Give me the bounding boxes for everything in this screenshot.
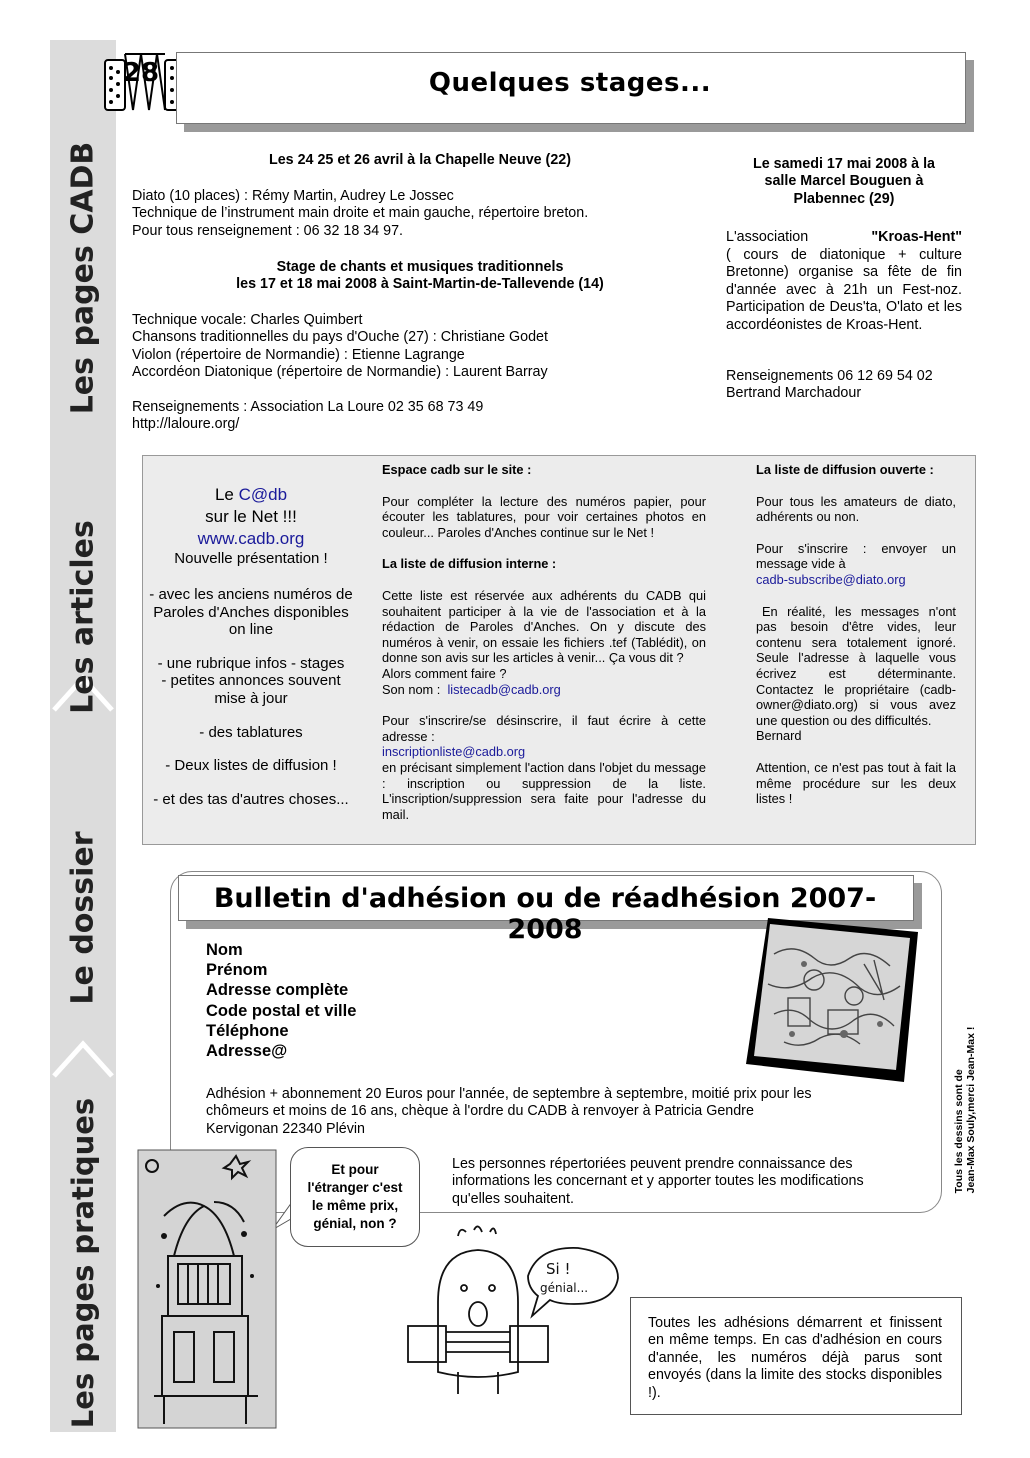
stage2-line: Chansons traditionnelles du pays d'Ouche (27) : Christiane Godet [132, 329, 548, 346]
field-telephone: Téléphone [206, 1021, 289, 1040]
stage2-contact-line[interactable]: http://laloure.org/ [132, 416, 240, 433]
bulletin-fee-last: Kervigonan 22340 Plévin [206, 1120, 365, 1137]
stage2-line: Accordéon Diatonique (répertoire de Normandie) : Laurent Barray [132, 364, 548, 381]
field-code-postal: Code postal et ville [206, 1001, 357, 1020]
espace-list-body: Cette liste est réservée aux adhérents du CADB qui souhaitent participer à la vie de l'association et à la rédaction de Paroles d'Anches. On y discute des numéros à venir, on essaie les fichiers .tef (Tablédit), on donne son avis sur les articles à venir... Ça vous dit ? [382, 587, 706, 666]
bubble-line: le même prix, [311, 1198, 399, 1213]
credit-line: Jean-Max Souly,merci Jean-Max ! [965, 1026, 977, 1194]
drawing-bubble-line: génial... [540, 1281, 589, 1295]
stage3-assoc-name: "Kroas-Hent" [871, 229, 962, 245]
espace-name-label: Son nom : [382, 681, 441, 697]
stage3-title [726, 156, 962, 208]
bulletin-fee-line: chômeurs et moins de 16 ans, chèque à l'ordre du CADB à renvoyer à Patricia Gendre [206, 1103, 754, 1120]
stage3-title-line: Plabennec (29) [793, 190, 895, 207]
sidebar-section-pages-cadb: Les pages CADB [65, 141, 101, 415]
subscribe-email-link[interactable]: cadb-subscribe@diato.org [756, 571, 906, 587]
field-adresse: Adresse complète [206, 981, 349, 1000]
web-item: - des tablatures [199, 723, 303, 741]
bubble-line: génial, non ? [313, 1216, 397, 1231]
web-brand: C@db [238, 485, 288, 504]
web-url-link[interactable]: www.cadb.org [197, 529, 305, 548]
stage3-contact-line: Renseignements 06 12 69 54 02 [726, 368, 933, 384]
bulletin-title: Bulletin d'adhésion ou de réadhésion 2007-2008 [213, 883, 877, 945]
stage3-assoc-label: L'association [726, 229, 809, 245]
stage2-line: Technique vocale: Charles Quimbert [132, 312, 363, 328]
stage1-title: Les 24 25 et 26 avril à la Chapelle Neuve (22) [269, 152, 571, 168]
web-item: - et des tas d'autres choses... [153, 790, 349, 808]
open-list-signature: Bernard [756, 728, 802, 744]
web-line1-prefix: Le [214, 485, 239, 504]
membership-form-fields [206, 940, 356, 1061]
chevron-divider-icon [50, 1038, 116, 1078]
web-item: - petites annonces souvent mise à jour [161, 672, 341, 707]
open-list-intro: Pour tous les amateurs de diato, adhérents ou non. [756, 493, 956, 525]
web-line2: sur le Net !!! [205, 507, 297, 526]
sidebar-section-articles: Les articles [65, 520, 101, 714]
stage3-contact [726, 368, 962, 403]
stage3-assoc [726, 229, 962, 246]
membership-note: Toutes les adhésions démarrent et finissent en même temps. En cas d'adhésion en cours d'année, les numéros déjà parus sont envoyés (dans la limite des stocks disponibles !). [648, 1315, 942, 1401]
stage1-line: Diato (10 places) : Rémy Martin, Audrey Le Jossec [132, 188, 454, 204]
open-list-title: La liste de diffusion ouverte : [756, 462, 934, 477]
open-list-attention: Attention, ce n'est pas tout à fait la même procédure sur les deux listes ! [756, 759, 956, 807]
field-nom: Nom [206, 941, 243, 959]
web-line4: Nouvelle présentation ! [174, 550, 328, 567]
drawing-credit [944, 1012, 986, 1208]
stage1-details [132, 188, 708, 240]
bubble-line: Et pour [331, 1162, 379, 1177]
field-email: Adresse@ [206, 1042, 288, 1061]
musicians-drawing-image [744, 914, 920, 1084]
bulletin-fee-line: Adhésion + abonnement 20 Euros pour l'année, de septembre à septembre, moitié prix pour les [206, 1086, 812, 1102]
drawing-bubble-line: Si ! [546, 1260, 571, 1278]
espace-subscribe-text: Pour s'inscrire/se désinscrire, il faut écrire à cette adresse : [382, 713, 706, 744]
open-list-subscribe-text: Pour s'inscrire : envoyer un message vide à [756, 540, 956, 572]
espace-subscribe-rest: en précisant simplement l'action dans l'objet du message : inscription ou suppression de la liste. L'inscription/suppression sera faite pour l'adresse du mail. [382, 759, 706, 822]
open-list-body: En réalité, les messages n'ont pas besoin d'être vides, leur contenu sera totalement ignoré. Seule l'adresse à laquelle vous écrivez est déterminante. Contactez le propriétaire (cadb-owner@diato.org) si vous avez une question ou des difficultés. [756, 603, 956, 728]
sidebar-section-dossier: Le dossier [65, 831, 101, 1005]
espace-column [382, 462, 706, 822]
stage2-title-line: Stage de chants et musiques traditionnels [276, 259, 564, 275]
stage1-line: Technique de l’instrument main droite et main gauche, répertoire breton. [132, 205, 589, 222]
espace-list-title: La liste de diffusion interne : [382, 556, 557, 572]
sidebar-section-pages-pratiques: Les pages pratiques [66, 1097, 100, 1429]
inscriptionliste-email-link[interactable]: inscriptionliste@cadb.org [382, 744, 526, 760]
stage2-details [132, 312, 708, 382]
privacy-note: Les personnes répertoriées peuvent prendre connaissance des informations les concernant et y apporter toutes les modifications qu'elles souhaitent. [452, 1156, 864, 1207]
stage3-title-line: Le samedi 17 mai 2008 à la [752, 156, 935, 172]
web-item: - Deux listes de diffusion ! [165, 757, 337, 775]
espace-intro: Pour compléter la lecture des numéros papier, pour écouter les tablatures, pour voir certaines photos en couleur... Paroles d'Anches continue sur le Net ! [382, 493, 706, 540]
bulletin-fee [206, 1086, 894, 1138]
stage1-line: Pour tous renseignement : 06 32 18 34 97. [132, 222, 404, 239]
espace-list-name [382, 682, 706, 698]
stage3-contact-line: Bertrand Marchadour [726, 385, 862, 402]
stage2-line: Violon (répertoire de Normandie) : Etienne Lagrange [132, 346, 465, 363]
stage2-contact [132, 399, 708, 434]
stage2-contact-line: Renseignements : Association La Loure 02 35 68 73 49 [132, 399, 484, 415]
open-list-column [756, 462, 956, 807]
web-item: - une rubrique infos - stages [157, 654, 345, 672]
bubble-line: l'étranger c'est [307, 1180, 403, 1195]
espace-how: Alors comment faire ? [382, 665, 507, 681]
web-line1 [146, 484, 356, 506]
robot-drawing-image [134, 1146, 280, 1432]
field-prenom: Prénom [206, 961, 268, 980]
singer-drawing-image [398, 1222, 628, 1398]
section-sidebar [50, 40, 116, 1432]
credit-line: Tous les dessins sont de [953, 1069, 965, 1194]
page-number: 28 [122, 58, 160, 88]
espace-title: Espace cadb sur le site : [382, 462, 532, 477]
listecadb-email-link[interactable]: listecadb@cadb.org [447, 681, 561, 697]
web-item: - avec les anciens numéros de Paroles d'Anches disponibles on line [149, 586, 353, 639]
web-promo [146, 484, 356, 808]
stage3-body: ( cours de diatonique + culture Bretonne) organise sa fête de fin d'année avec à 21h un Fest-noz. Participation de Deus'ta, O'lato et les accordéonistes de Kroas-Hent. [726, 247, 962, 333]
stage3-title-line: salle Marcel Bouguen à [764, 173, 924, 190]
stage2-title-line: les 17 et 18 mai 2008 à Saint-Martin-de-Tallevende (14) [236, 276, 604, 293]
page-title: Quelques stages... [428, 68, 712, 98]
stage2-title [132, 259, 708, 294]
